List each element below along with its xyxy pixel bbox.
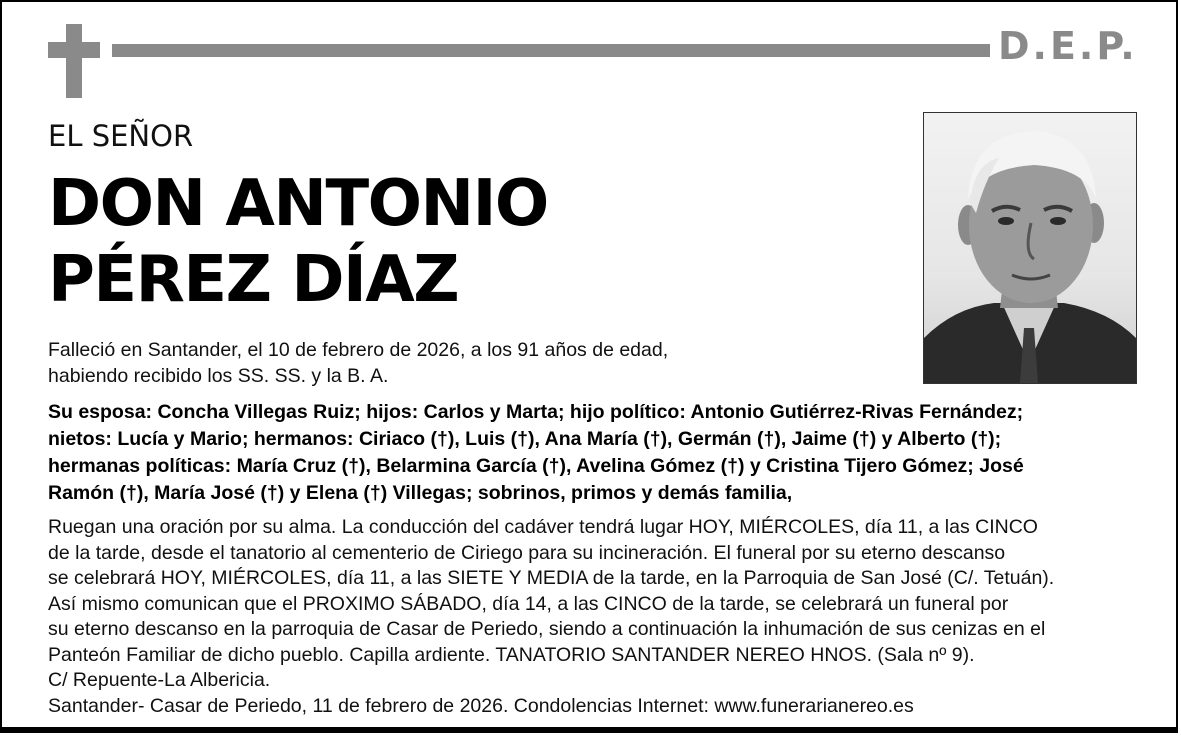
death-notice-line-1: Falleció en Santander, el 10 de febrero de 2026, a los 91 años de edad, — [48, 339, 669, 361]
death-notice — [48, 337, 668, 389]
details-line: Así mismo comunican que el PROXIMO SÁBADO, día 14, a las CINCO de la tarde, se celebrará un funeral por — [48, 592, 1009, 615]
family-list — [48, 399, 1118, 507]
details-line: Ruegan una oración por su alma. La conducción del cadáver tendrá lugar HOY, MIÉRCOLES, día 11, a las CINCO — [48, 516, 1038, 538]
family-line: nietos: Lucía y Mario; hermanos: Ciriaco (†), Luis (†), Ana María (†), Germán (†), Jaime (†) y Alberto (†); — [48, 428, 1002, 450]
death-notice-line-2: habiendo recibido los SS. SS. y la B. A. — [48, 365, 389, 387]
name-line-2: PÉREZ DÍAZ — [48, 243, 459, 317]
portrait-icon — [924, 113, 1136, 383]
details-line: C/ Repuente-La Albericia. — [48, 669, 271, 691]
cross-icon-bar — [48, 42, 100, 58]
details-line: su eterno descanso en la parroquia de Casar de Periedo, siendo a continuación la inhumación de sus cenizas en el — [48, 618, 1046, 640]
cross-icon — [66, 24, 82, 98]
name-line-1: DON ANTONIO — [48, 167, 548, 241]
dep-label: D.E.P. — [998, 24, 1138, 68]
details-line: Panteón Familiar de dicho pueblo. Capilla ardiente. TANATORIO SANTANDER NEREO HNOS. (Sala nº 9). — [48, 643, 975, 666]
header-rule — [112, 44, 990, 57]
details-line: de la tarde, desde el tanatorio al cementerio de Ciriego para su incineración. El funeral por su eterno descanso — [48, 541, 1006, 564]
family-line: Su esposa: Concha Villegas Ruiz; hijos: Carlos y Marta; hijo político: Antonio Gutiérrez-Rivas Fernández; — [48, 401, 1024, 423]
details-line: se celebrará HOY, MIÉRCOLES, día 11, a las SIETE Y MEDIA de la tarde, en la Parroquia de San José (C/. Tetuán). — [48, 567, 1055, 589]
family-line: hermanas políticas: María Cruz (†), Belarmina García (†), Avelina Gómez (†) y Cristina Tijero Gómez; José — [48, 455, 1024, 477]
deceased-name — [48, 166, 548, 318]
intro-title: EL SEÑOR — [48, 119, 194, 153]
family-line: Ramón (†), María José (†) y Elena (†) Villegas; sobrinos, primos y demás familia, — [48, 482, 793, 504]
details-line: Santander- Casar de Periedo, 11 de febrero de 2026. Condolencias Internet: www.funerarianereo.es — [48, 694, 914, 717]
portrait-photo — [923, 112, 1137, 384]
funeral-details — [48, 515, 1138, 719]
